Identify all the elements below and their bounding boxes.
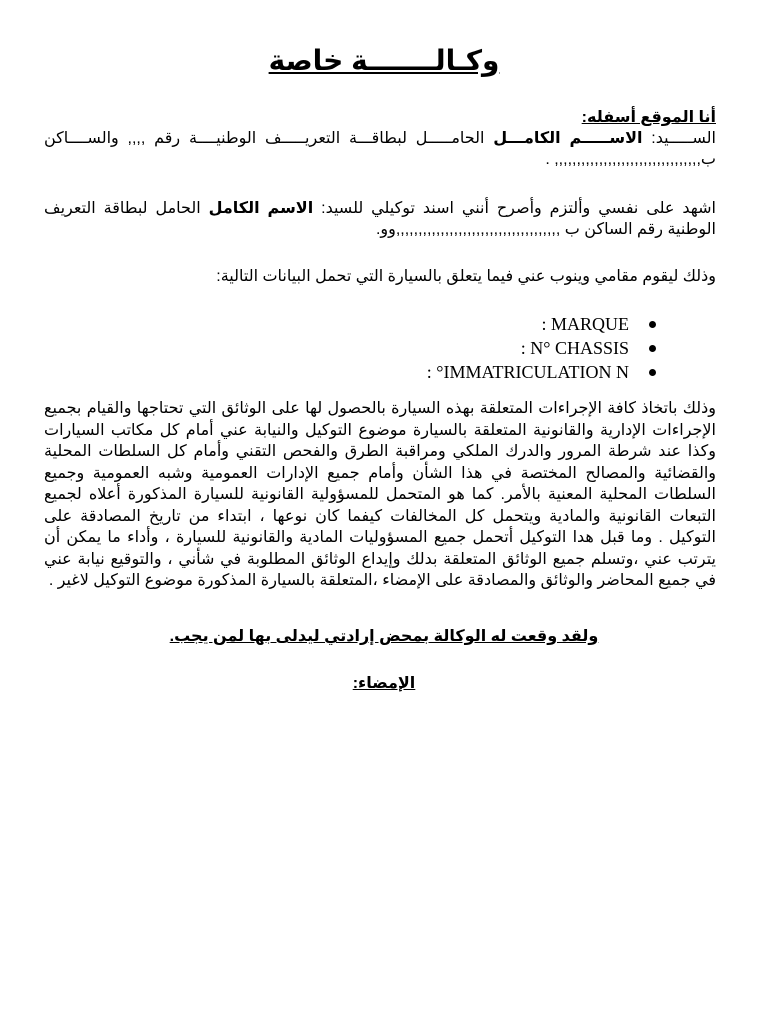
vehicle-field-chassis: : N° CHASSIS <box>520 338 629 358</box>
intro-heading: أنا الموقع أسفله: <box>581 109 716 126</box>
declaration-prefix: اشهد على نفسي وألتزم وأصرح أنني اسند توكيلي للسيد: <box>313 200 717 217</box>
declaration-paragraph <box>44 198 716 240</box>
powers-paragraph: وذلك باتخاذ كافة الإجراءات المتعلقة بهذه السيارة بالحصول لها على الوثائق التي تحتاجها والقيام بجميع الإجراءات الإدارية والقانونية المتعلقة بالسيارة موضوع التوكيل والنيابة عني أمام كل مكاتب السيارات وكذا عند شرطة المرور والدرك الملكي ومراقبة الطرق والفحص التقني وأمام كل السلطات المحلية والقضائية والمصالح المختصة في هذا الشأن وأمام جميع الإدارات العمومية وشبه العمومية وجميع السلطات المحلية المعنية بالأمر. كما هو المتحمل للمسؤولية القانونية للسيارة المذكورة أعلاه لجميع التبعات القانونية والمادية ويتحمل كل المخالفات كيفما كان نوعها ، ابتداء من تاريخ المصادقة على التوكيل . وما قبل هدا التوكيل أتحمل جميع المسؤوليات المادية والقانونية للسيارة ، وأداء ما يمكن أن يترتب عني ،وتسلم جميع الوثائق المتعلقة بدلك وإيداع الوثائق المطلوبة في شأني ، والتوقيع نيابة عني في جميع المحاضر والوثائق والمصادقة على الإمضاء ،المتعلقة بالسيارة المذكورة موضوع التوكيل لاغير . <box>44 400 717 589</box>
vehicle-fields-list <box>427 312 656 384</box>
agent-name: الاسم الكامل <box>208 200 314 217</box>
declaration-rest: الحامل لبطاقة التعريف الوطنية رقم الساكن ب ,,,,,,,,,,,,,,,,,,,,,,,,,,,,,,,,,,,,,وو. <box>44 200 716 238</box>
purpose-paragraph: وذلك ليقوم مقامي وينوب عني فيما يتعلق بالسيارة التي تحمل البيانات التالية: <box>216 268 716 285</box>
list-item <box>427 360 656 384</box>
bullet-icon <box>649 321 656 328</box>
list-item <box>427 312 656 336</box>
principal-name: الاســـــم الكامـــل <box>493 130 643 147</box>
vehicle-field-marque: : MARQUE <box>541 314 629 334</box>
bullet-icon <box>649 369 656 376</box>
intro-rest: الحامـــــل لبطاقـــة التعريـــــف الوطنيــــة رقم ,,,, والســــاكن ب,,,,,,,,,,,,,,,,,,,,,,,,,,,,,,,,, . <box>44 130 716 168</box>
closing-statement: ولقد وقعت له الوكالة بمحض إرادتي ليدلى بها لمن يجب. <box>169 628 599 645</box>
list-item <box>427 336 656 360</box>
intro-paragraph <box>44 107 716 170</box>
vehicle-field-immatriculation: : °IMMATRICULATION N <box>426 362 629 382</box>
document-title: وكـالـــــــة خاصة <box>268 45 500 76</box>
signature-label: الإمضاء: <box>352 675 416 692</box>
bullet-icon <box>649 345 656 352</box>
intro-prefix: الســـــيد: <box>642 130 716 147</box>
